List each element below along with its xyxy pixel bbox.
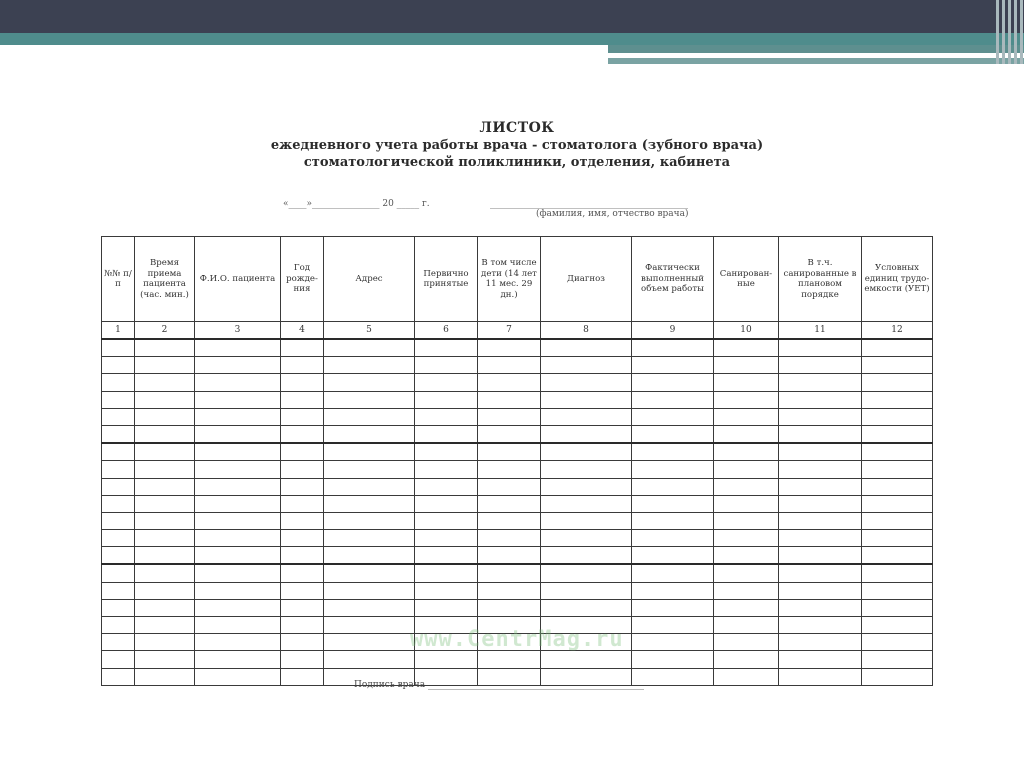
table-cell — [541, 530, 632, 547]
table-cell — [714, 391, 779, 408]
column-number: 4 — [281, 322, 324, 340]
table-cell — [281, 374, 324, 391]
table-cell — [324, 495, 415, 512]
form-title-main: ЛИСТОК — [479, 120, 555, 136]
table-row — [102, 339, 933, 357]
table-cell — [415, 495, 478, 512]
table-cell — [632, 374, 714, 391]
table-cell — [324, 530, 415, 547]
table-cell — [195, 478, 281, 495]
table-cell — [862, 617, 933, 634]
column-number: 3 — [195, 322, 281, 340]
table-cell — [541, 512, 632, 529]
table-cell — [102, 443, 135, 461]
table-cell — [281, 408, 324, 425]
table-row — [102, 651, 933, 668]
table-cell — [779, 339, 862, 357]
table-cell — [779, 634, 862, 651]
table-cell — [779, 391, 862, 408]
table-cell — [415, 564, 478, 582]
table-cell — [281, 599, 324, 616]
table-cell — [714, 461, 779, 478]
table-cell — [478, 374, 541, 391]
table-cell — [632, 634, 714, 651]
table-cell — [632, 443, 714, 461]
table-cell — [102, 425, 135, 443]
table-cell — [714, 425, 779, 443]
table-cell — [862, 495, 933, 512]
table-cell — [714, 357, 779, 374]
header-cell: №№ п/п — [102, 237, 135, 322]
table-cell — [415, 582, 478, 599]
column-number: 2 — [135, 322, 195, 340]
table-cell — [478, 391, 541, 408]
table-cell — [862, 339, 933, 357]
table-cell — [195, 651, 281, 668]
table-cell — [478, 564, 541, 582]
table-cell — [195, 617, 281, 634]
table-cell — [632, 651, 714, 668]
table-row — [102, 564, 933, 582]
header-cell: Диагноз — [541, 237, 632, 322]
table-cell — [632, 495, 714, 512]
date-field: «____»_______________ 20 _____ г. — [283, 199, 430, 209]
table-cell — [135, 582, 195, 599]
table-cell — [102, 582, 135, 599]
table-cell — [281, 357, 324, 374]
table-cell — [281, 478, 324, 495]
table-cell — [862, 582, 933, 599]
table-cell — [102, 374, 135, 391]
table-cell — [478, 357, 541, 374]
table-cell — [135, 391, 195, 408]
table-cell — [478, 408, 541, 425]
table-cell — [415, 408, 478, 425]
slide-header-bar — [0, 0, 1024, 33]
table-cell — [135, 617, 195, 634]
table-cell — [324, 512, 415, 529]
table-cell — [714, 651, 779, 668]
header-cell: Адрес — [324, 237, 415, 322]
table-cell — [714, 512, 779, 529]
table-cell — [779, 357, 862, 374]
table-cell — [102, 668, 135, 685]
table-cell — [195, 495, 281, 512]
table-cell — [102, 391, 135, 408]
column-number: 6 — [415, 322, 478, 340]
column-number: 8 — [541, 322, 632, 340]
column-number: 9 — [632, 322, 714, 340]
table-cell — [415, 512, 478, 529]
table-cell — [862, 599, 933, 616]
table-cell — [324, 339, 415, 357]
table-cell — [281, 530, 324, 547]
header-cell: Время приема пациента (час. мин.) — [135, 237, 195, 322]
table-row — [102, 495, 933, 512]
table-cell — [478, 461, 541, 478]
table-cell — [135, 634, 195, 651]
table-cell — [135, 374, 195, 391]
table-cell — [135, 461, 195, 478]
table-cell — [541, 651, 632, 668]
table-cell — [324, 374, 415, 391]
table-cell — [281, 443, 324, 461]
table-cell — [478, 425, 541, 443]
table-row — [102, 391, 933, 408]
table-cell — [102, 599, 135, 616]
table-cell — [714, 374, 779, 391]
table-cell — [478, 530, 541, 547]
table-cell — [102, 512, 135, 529]
table-cell — [714, 339, 779, 357]
table-cell — [102, 495, 135, 512]
table-cell — [281, 634, 324, 651]
table-cell — [195, 425, 281, 443]
table-cell — [324, 478, 415, 495]
table-cell — [541, 374, 632, 391]
table-cell — [415, 530, 478, 547]
table-cell — [478, 512, 541, 529]
table-cell — [135, 651, 195, 668]
table-cell — [779, 668, 862, 685]
table-cell — [541, 495, 632, 512]
table-cell — [135, 408, 195, 425]
table-cell — [632, 391, 714, 408]
table-cell — [779, 599, 862, 616]
table-cell — [281, 547, 324, 565]
table-cell — [415, 547, 478, 565]
table-cell — [135, 357, 195, 374]
table-cell — [415, 391, 478, 408]
table-cell — [415, 478, 478, 495]
table-cell — [281, 391, 324, 408]
table-cell — [779, 582, 862, 599]
table-cell — [541, 478, 632, 495]
table-cell — [102, 408, 135, 425]
table-row — [102, 357, 933, 374]
column-number: 7 — [478, 322, 541, 340]
table-cell — [102, 564, 135, 582]
column-number: 11 — [779, 322, 862, 340]
header-cell: Ф.И.О. пациента — [195, 237, 281, 322]
table-cell — [632, 339, 714, 357]
table-cell — [862, 547, 933, 565]
column-number: 12 — [862, 322, 933, 340]
header-cell: Санирован- ные — [714, 237, 779, 322]
table-cell — [324, 425, 415, 443]
table-row — [102, 461, 933, 478]
table-cell — [281, 617, 324, 634]
table-cell — [135, 478, 195, 495]
table-row — [102, 408, 933, 425]
table-cell — [779, 478, 862, 495]
table-cell — [779, 564, 862, 582]
table-cell — [415, 599, 478, 616]
table-cell — [415, 425, 478, 443]
table-cell — [415, 374, 478, 391]
work-record-table — [101, 236, 933, 686]
header-cell: Первично принятые — [415, 237, 478, 322]
table-row — [102, 512, 933, 529]
table-cell — [135, 547, 195, 565]
table-cell — [324, 461, 415, 478]
table-cell — [862, 461, 933, 478]
table-cell — [862, 408, 933, 425]
table-cell — [281, 461, 324, 478]
doctor-signature-line: Подпись врача ________________________________________________ — [354, 680, 644, 690]
table-row — [102, 425, 933, 443]
table-cell — [195, 582, 281, 599]
table-cell — [714, 634, 779, 651]
table-cell — [862, 425, 933, 443]
table-cell — [541, 582, 632, 599]
table-cell — [281, 668, 324, 685]
table-cell — [281, 651, 324, 668]
table-cell — [714, 530, 779, 547]
slide-accent-strip — [608, 45, 1024, 53]
table-cell — [135, 599, 195, 616]
table-row — [102, 443, 933, 461]
table-cell — [195, 391, 281, 408]
form-title — [100, 120, 934, 171]
table-cell — [324, 617, 415, 634]
table-cell — [102, 617, 135, 634]
table-cell — [862, 391, 933, 408]
table-cell — [135, 530, 195, 547]
table-cell — [541, 547, 632, 565]
table-cell — [779, 617, 862, 634]
table-cell — [102, 651, 135, 668]
table-cell — [478, 547, 541, 565]
table-cell — [324, 651, 415, 668]
table-cell — [632, 599, 714, 616]
table-cell — [541, 408, 632, 425]
table-cell — [779, 530, 862, 547]
table-cell — [135, 668, 195, 685]
column-number: 5 — [324, 322, 415, 340]
table-cell — [478, 443, 541, 461]
table-cell — [195, 512, 281, 529]
table-cell — [281, 339, 324, 357]
table-cell — [281, 425, 324, 443]
table-cell — [135, 425, 195, 443]
table-cell — [415, 651, 478, 668]
table-cell — [632, 478, 714, 495]
table-cell — [541, 391, 632, 408]
table-row — [102, 374, 933, 391]
form-subtitle-1: ежедневного учета работы врача - стоматолога (зубного врача) — [270, 138, 764, 153]
table-cell — [195, 408, 281, 425]
table-cell — [102, 461, 135, 478]
table-cell — [478, 599, 541, 616]
table-cell — [862, 530, 933, 547]
table-cell — [714, 617, 779, 634]
table-cell — [281, 582, 324, 599]
table-cell — [324, 564, 415, 582]
table-cell — [415, 461, 478, 478]
header-cell: Условных единиц трудо- емкости (УЕТ) — [862, 237, 933, 322]
table-cell — [135, 339, 195, 357]
table-cell — [779, 374, 862, 391]
doctor-name-field: ____________________________________________ — [490, 199, 688, 209]
table-cell — [862, 634, 933, 651]
table-cell — [779, 512, 862, 529]
table-cell — [862, 374, 933, 391]
table-cell — [862, 357, 933, 374]
table-cell — [478, 651, 541, 668]
table-cell — [862, 668, 933, 685]
table-cell — [195, 634, 281, 651]
table-cell — [714, 478, 779, 495]
table-cell — [281, 564, 324, 582]
slide-accent-strip-secondary — [608, 58, 1024, 64]
table-row — [102, 582, 933, 599]
table-cell — [102, 478, 135, 495]
table-cell — [779, 443, 862, 461]
column-number-row — [102, 322, 933, 340]
table-header-row — [102, 237, 933, 322]
table-cell — [632, 547, 714, 565]
table-cell — [324, 391, 415, 408]
table-cell — [415, 357, 478, 374]
table-cell — [195, 599, 281, 616]
table-cell — [324, 443, 415, 461]
table-cell — [862, 512, 933, 529]
table-cell — [135, 443, 195, 461]
table-cell — [541, 461, 632, 478]
doctor-name-hint: (фамилия, имя, отчество врача) — [536, 209, 689, 219]
table-cell — [195, 357, 281, 374]
table-cell — [135, 495, 195, 512]
table-cell — [324, 408, 415, 425]
table-cell — [862, 478, 933, 495]
table-cell — [195, 564, 281, 582]
table-cell — [632, 357, 714, 374]
table-cell — [102, 530, 135, 547]
table-cell — [632, 512, 714, 529]
watermark: www.CentrMag.ru — [410, 627, 624, 652]
table-cell — [714, 547, 779, 565]
table-cell — [862, 443, 933, 461]
table-cell — [862, 564, 933, 582]
table-cell — [632, 408, 714, 425]
column-number: 1 — [102, 322, 135, 340]
table-cell — [541, 564, 632, 582]
column-number: 10 — [714, 322, 779, 340]
table-cell — [195, 461, 281, 478]
table-cell — [779, 425, 862, 443]
table-cell — [632, 564, 714, 582]
table-row — [102, 547, 933, 565]
table-cell — [478, 495, 541, 512]
table-cell — [541, 425, 632, 443]
table-cell — [632, 617, 714, 634]
table-cell — [779, 651, 862, 668]
form-subtitle-2: стоматологической поликлиники, отделения, кабинета — [303, 155, 731, 170]
header-cell: Год рожде- ния — [281, 237, 324, 322]
table-cell — [779, 461, 862, 478]
header-cell: Фактически выполненный объем работы — [632, 237, 714, 322]
table-cell — [714, 582, 779, 599]
table-cell — [779, 495, 862, 512]
table-cell — [632, 461, 714, 478]
table-cell — [714, 599, 779, 616]
table-cell — [324, 634, 415, 651]
table-row — [102, 599, 933, 616]
table-cell — [541, 599, 632, 616]
table-cell — [478, 478, 541, 495]
table-cell — [714, 668, 779, 685]
table-row — [102, 478, 933, 495]
table-cell — [195, 668, 281, 685]
table-cell — [102, 357, 135, 374]
table-cell — [541, 339, 632, 357]
table-cell — [195, 530, 281, 547]
table-cell — [135, 512, 195, 529]
header-cell: В т.ч. санированные в плановом порядке — [779, 237, 862, 322]
table-cell — [541, 443, 632, 461]
table-cell — [281, 512, 324, 529]
form-document — [100, 120, 934, 690]
table-cell — [714, 495, 779, 512]
table-cell — [281, 495, 324, 512]
table-cell — [478, 582, 541, 599]
table-cell — [478, 339, 541, 357]
table-cell — [714, 408, 779, 425]
table-cell — [135, 564, 195, 582]
table-cell — [632, 425, 714, 443]
table-cell — [324, 599, 415, 616]
slide-corner-bars — [996, 0, 1024, 64]
table-cell — [779, 408, 862, 425]
table-row — [102, 530, 933, 547]
table-cell — [541, 357, 632, 374]
table-cell — [324, 547, 415, 565]
slide-accent-bar — [0, 33, 1024, 45]
table-cell — [324, 582, 415, 599]
table-cell — [195, 374, 281, 391]
table-cell — [102, 339, 135, 357]
table-cell — [862, 651, 933, 668]
table-cell — [415, 339, 478, 357]
table-cell — [714, 564, 779, 582]
table-cell — [102, 634, 135, 651]
table-cell — [632, 582, 714, 599]
table-cell — [102, 547, 135, 565]
table-cell — [195, 339, 281, 357]
table-cell — [714, 443, 779, 461]
table-cell — [779, 547, 862, 565]
table-cell — [324, 357, 415, 374]
header-cell: В том числе дети (14 лет 11 мес. 29 дн.) — [478, 237, 541, 322]
table-cell — [195, 443, 281, 461]
table-cell — [632, 530, 714, 547]
table-cell — [195, 547, 281, 565]
table-cell — [415, 443, 478, 461]
